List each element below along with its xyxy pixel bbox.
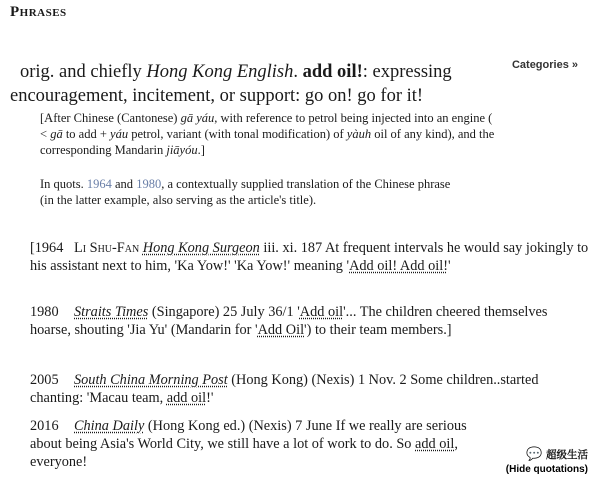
etymology-text: to add + xyxy=(62,127,111,141)
quotation-highlight: add oil xyxy=(166,390,207,406)
etymology-term: jiāyóu xyxy=(166,143,198,157)
quotation-1980 xyxy=(30,303,590,339)
etymology-term: gā yáu xyxy=(180,111,215,125)
quotation-1964 xyxy=(30,239,590,275)
quotation-note xyxy=(40,176,460,208)
quotation-text: At frequent intervals he would say jokingly to his assistant next to him, 'Ka Yow!' 'Ka Yow!' meaning ' xyxy=(30,240,589,274)
etymology-text: [After Chinese (Cantonese) xyxy=(40,111,181,125)
quotation-title-link[interactable]: South China Morning Post xyxy=(74,372,228,388)
quotation-title-link[interactable]: Straits Times xyxy=(74,304,149,320)
etymology-text: petrol, variant (with tonal modification) of xyxy=(128,127,347,141)
definition-region: Hong Kong English xyxy=(146,62,294,82)
note-text: and xyxy=(111,177,137,191)
quotation-highlight: Add oil! Add oil! xyxy=(349,258,448,274)
quotation-text: ' xyxy=(447,258,451,274)
etymology xyxy=(40,110,495,158)
quotation-author: Li Shu-Fan xyxy=(74,240,140,256)
quotation-reference: (Hong Kong) (Nexis) 1 Nov. 2 xyxy=(227,372,411,388)
categories-link[interactable]: Categories » xyxy=(511,59,578,71)
definition-text: : expressing encouragement, incitement, or support: go on! go for it! xyxy=(10,62,452,106)
quotation-year: [1964 xyxy=(30,240,64,256)
definition-text: . xyxy=(293,62,303,82)
etymology-text: , with reference to petrol being injected into an engine ( < xyxy=(40,111,493,141)
watermark-text: 超级生活 xyxy=(546,449,588,461)
etymology-term: yàuh xyxy=(346,127,372,141)
note-text: , a contextually supplied translation of the Chinese phrase (in the latter example, also serving as the article's title). xyxy=(40,177,451,207)
etymology-text: oil of any kind), and the corresponding Mandarin xyxy=(40,127,495,157)
quotation-text: , everyone! xyxy=(30,436,458,470)
quotation-reference: (Singapore) 25 July 36/1 ' xyxy=(148,304,300,320)
headword: add oil! xyxy=(302,62,363,82)
etymology-term: gā xyxy=(50,127,63,141)
quotation-text: Some children..started chanting: 'Macau team, xyxy=(30,372,539,406)
quotation-year: 2005 xyxy=(30,372,59,388)
definition-text: orig. and chiefly xyxy=(20,62,147,82)
quotation-reference: iii. xi. 187 xyxy=(259,240,325,256)
quotation-year-link[interactable]: 1964 xyxy=(86,177,112,191)
chat-bubble-icon: 💬 xyxy=(526,447,543,462)
quotation-highlight: add oil xyxy=(415,436,455,452)
quotation-year-link[interactable]: 1980 xyxy=(136,177,162,191)
quotation-text: If we really are serious about being Asia's World City, we still have a lot of work to do. So xyxy=(30,418,467,452)
quotation-title-link[interactable]: China Daily xyxy=(74,418,145,434)
definition xyxy=(10,60,490,108)
quotation-year: 1980 xyxy=(30,304,59,320)
note-text: In quots. xyxy=(40,177,87,191)
quotation-2016 xyxy=(30,417,500,471)
section-title: Phrases xyxy=(10,4,67,20)
quotation-highlight: Add oil xyxy=(299,304,344,320)
quotation-text: !' xyxy=(206,390,214,406)
watermark xyxy=(506,447,588,475)
quotation-title-link[interactable]: Hong Kong Surgeon xyxy=(142,240,260,256)
quotation-highlight: Add Oil xyxy=(257,322,305,338)
quotation-reference: (Hong Kong ed.) (Nexis) 7 June xyxy=(144,418,336,434)
quotation-2005 xyxy=(30,371,590,407)
hide-quotations-link[interactable]: (Hide quotations) xyxy=(505,464,588,475)
etymology-term: yáu xyxy=(110,127,129,141)
quotation-text: '... The children cheered themselves hoarse, shouting 'Jia Yu' (Mandarin for ' xyxy=(30,304,548,338)
quotation-text: ') to their team members.] xyxy=(304,322,452,338)
quotation-year: 2016 xyxy=(30,418,59,434)
etymology-text: .] xyxy=(197,143,205,157)
